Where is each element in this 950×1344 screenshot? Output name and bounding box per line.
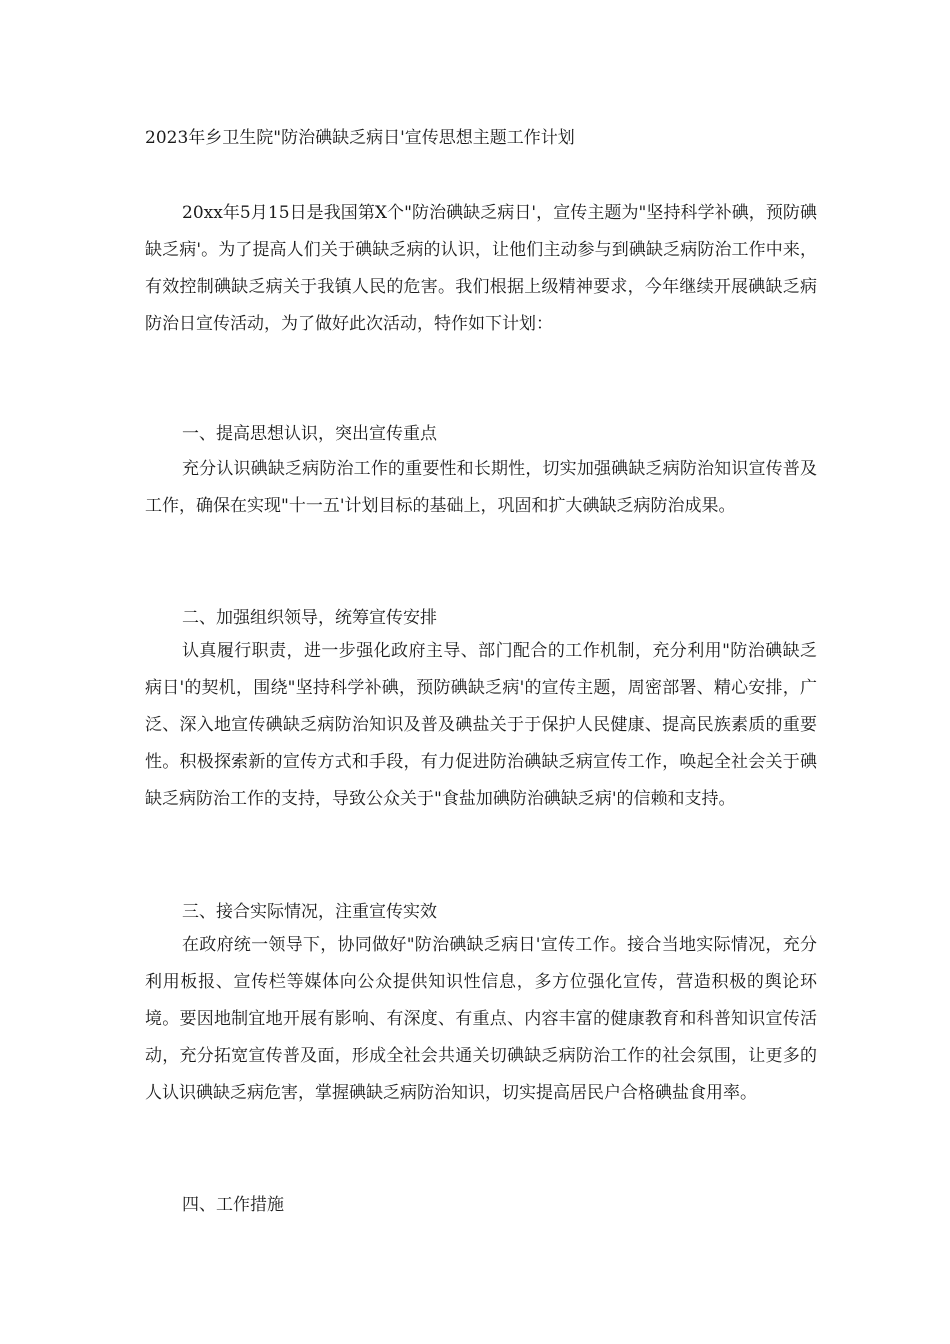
section-body-1: 充分认识碘缺乏病防治工作的重要性和长期性，切实加强碘缺乏病防治知识宣传普及工作，确保在实现"十一五'计划目标的基础上，巩固和扩大碘缺乏病防治成果。 — [145, 459, 817, 516]
section-heading-1: 一、提高思想认识，突出宣传重点 — [182, 424, 437, 444]
section-heading-3: 三、接合实际情况，注重宣传实效 — [182, 902, 437, 922]
document-title: 2023年乡卫生院"防治碘缺乏病日'宣传思想主题工作计划 — [145, 128, 575, 148]
section-heading-4: 四、工作措施 — [182, 1195, 284, 1215]
intro-paragraph: 20xx年5月15日是我国第X个"防治碘缺乏病日'，宣传主题为"坚持科学补碘，预防碘缺乏病'。为了提高人们关于碘缺乏病的认识，让他们主动参与到碘缺乏病防治工作中来，有效控制碘缺乏病关于我镇人民的危害。我们根据上级精神要求，今年继续开展碘缺乏病防治日宣传活动，为了做好此次活动，特作如下计划： — [145, 203, 817, 334]
section-body-3: 在政府统一领导下，协同做好"防治碘缺乏病日'宣传工作。接合当地实际情况，充分利用板报、宣传栏等媒体向公众提供知识性信息，多方位强化宣传，营造积极的舆论环境。要因地制宜地开展有影响、有深度、有重点、内容丰富的健康教育和科普知识宣传活动，充分拓宽宣传普及面，形成全社会共通关切碘缺乏病防治工作的社会氛围，让更多的人认识碘缺乏病危害，掌握碘缺乏病防治知识，切实提高居民户合格碘盐食用率。 — [145, 935, 817, 1103]
section-body-2: 认真履行职责，进一步强化政府主导、部门配合的工作机制，充分利用"防治碘缺乏病日'的契机，围绕"坚持科学补碘，预防碘缺乏病'的宣传主题，周密部署、精心安排，广泛、深入地宣传碘缺乏病防治知识及普及碘盐关于于保护人民健康、提高民族素质的重要性。积极探索新的宣传方式和手段，有力促进防治碘缺乏病宣传工作，唤起全社会关于碘缺乏病防治工作的支持，导致公众关于"食盐加碘防治碘缺乏病'的信赖和支持。 — [145, 641, 817, 809]
section-heading-2: 二、加强组织领导，统筹宣传安排 — [182, 608, 437, 628]
